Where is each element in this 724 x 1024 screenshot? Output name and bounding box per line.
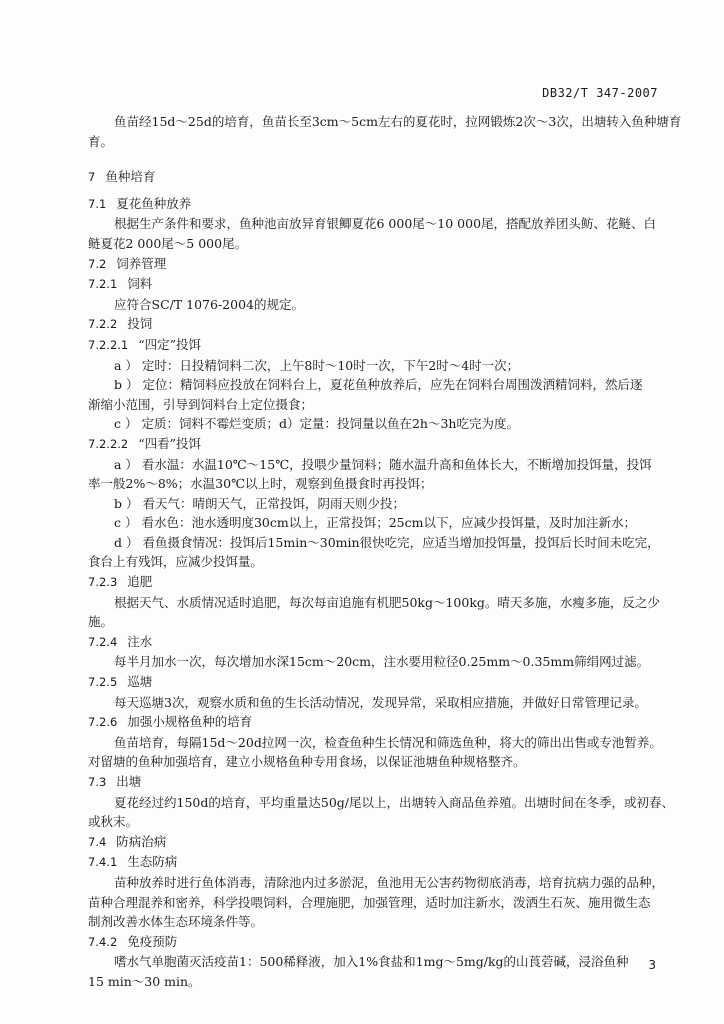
section-title: 夏花鱼种放养	[116, 195, 192, 211]
section-number: 7	[88, 170, 96, 185]
section-number: 7.4.2	[88, 934, 118, 949]
list-item: b ） 看天气：晴朗天气，正常投饵，阴雨天则少投；	[114, 495, 405, 511]
section-heading-7-2-5	[88, 672, 660, 693]
paragraph-line: 渐缩小范围，引导到饲料台上定位摄食；	[88, 396, 314, 412]
section-title: 生态防病	[127, 854, 178, 870]
paragraph-line: 或秋末。	[88, 814, 139, 830]
paragraph-line: 根据天气、水质情况适时追肥，每次每亩追施有机肥50kg～100kg。晴天多施，水瘦多施，反之少	[114, 594, 660, 610]
section-number: 7.2.5	[88, 675, 118, 690]
section-title: 免疫预防	[127, 933, 178, 949]
section-heading-7-1	[88, 194, 660, 215]
section-number: 7.4	[88, 834, 107, 849]
paragraph-line: 制剂改善水体生态环境条件等。	[88, 914, 264, 930]
paragraph-line: 每半月加水一次，每次增加水深15cm～20cm，注水要用粒径0.25mm～0.35mm筛绢网过滤。	[114, 654, 650, 670]
paragraph-line: 鲢夏花2 000尾～5 000尾。	[88, 235, 248, 251]
section-number: 7.1	[88, 196, 107, 211]
list-item: a ） 看水温：水温10℃～15℃，投喂少量饲料；随水温升高和鱼体长大，不断增加投饵量，投饵	[114, 456, 652, 472]
paragraph-line: 鱼苗培育，每隔15d～20d拉网一次，检查鱼种生长情况和筛选鱼种，将大的筛出出售或专池暂养。	[114, 734, 662, 750]
paragraph-line: 15 min～30 min。	[88, 973, 201, 989]
section-number: 7.2.3	[88, 575, 118, 590]
paragraph-line: 根据生产条件和要求，鱼种池亩放异育银鲫夏花6 000尾～10 000尾，搭配放养团头鲂、花鲢、白	[114, 216, 657, 232]
paragraph-line: 施。	[88, 614, 114, 630]
section-heading-7	[88, 167, 660, 188]
paragraph-line: 鱼苗经15d～25d的培育，鱼苗长至3cm～5cm左右的夏花时，拉网锻炼2次～3次，出塘转入鱼种塘育	[114, 114, 682, 129]
section-heading-7-2-1	[88, 274, 660, 295]
section-title: “四定”投饵	[138, 336, 202, 352]
paragraph-line: 率一般2%～8%；水温30℃以上时，观察到鱼摄食时再投饵；	[88, 476, 433, 492]
list-item: c ） 看水色：池水透明度30cm以上，正常投饵；25cm以下，应减少投饵量，及时加注新水；	[114, 515, 636, 531]
document-body	[88, 112, 682, 992]
section-title: 鱼种培育	[105, 169, 156, 185]
section-heading-7-2-6	[88, 712, 660, 733]
section-heading-7-2-2-1	[88, 335, 660, 356]
section-heading-7-2-2	[88, 314, 660, 335]
page-number: 3	[648, 958, 656, 972]
section-heading-7-2-4	[88, 632, 660, 653]
standard-code-header: DB32/T 347-2007	[542, 86, 658, 100]
section-title: 饲料	[127, 276, 153, 292]
section-number: 7.2.2.1	[88, 337, 129, 352]
paragraph-line: 嗜水气单胞菌灭活疫苗1：500稀释液，加入1%食盐和1mg～5mg/kg的山莨菪碱，浸浴鱼种	[114, 954, 629, 970]
paragraph-line: 食台上有残饵，应减少投饵量。	[88, 554, 264, 570]
section-number: 7.2.4	[88, 634, 118, 649]
paragraph-line: 苗种放养时进行鱼体消毒，清除池内过多淤泥，鱼池用无公害药物彻底消毒，培育抗病力强的品种，	[114, 874, 665, 890]
section-number: 7.2.6	[88, 715, 118, 730]
section-number: 7.2.1	[88, 277, 118, 292]
section-number: 7.2	[88, 256, 107, 271]
section-number: 7.4.1	[88, 855, 118, 870]
paragraph-line: 对留塘的鱼种加强培育，建立小规格鱼种专用食场，以保证池塘鱼种规格整齐。	[88, 754, 526, 770]
section-title: 注水	[127, 633, 153, 649]
section-heading-7-4	[88, 832, 660, 853]
section-title: 防病治病	[116, 833, 167, 849]
section-heading-7-2	[88, 254, 660, 275]
list-item: c ） 定质：饲料不霉烂变质；d）定量：投饲量以鱼在2h～3h吃完为度。	[114, 416, 519, 432]
paragraph-line: 每天巡塘3次，观察水质和鱼的生长活动情况，发现异常，采取相应措施，并做好日常管理记录。	[114, 694, 647, 710]
section-title: 出塘	[116, 774, 142, 789]
section-title: “四看”投饵	[138, 435, 202, 451]
list-item: a ） 定时：日投精饲料二次，上午8时～10时一次，下午2时～4时一次；	[114, 357, 520, 373]
section-heading-7-2-3	[88, 572, 660, 593]
section-title: 加强小规格鱼种的培育	[127, 714, 253, 730]
section-title: 投饲	[127, 316, 153, 332]
section-number: 7.2.2	[88, 317, 118, 332]
list-item: d ） 看鱼摄食情况：投饵后15min～30min很快吃完，应适当增加投饵量，投饵后长时间未吃完，	[114, 534, 660, 550]
section-heading-7-4-1	[88, 852, 660, 873]
section-heading-7-4-2	[88, 932, 660, 953]
paragraph-line: 育。	[88, 133, 114, 149]
section-heading-7-3	[88, 772, 660, 793]
section-number: 7.2.2.2	[88, 436, 129, 451]
paragraph-line: 应符合SC/T 1076-2004的规定。	[114, 296, 304, 312]
paragraph-line: 苗种合理混养和密养，科学投喂饲料，合理施肥，加强管理，适时加注新水，泼洒生石灰、施用微生态	[88, 894, 651, 910]
section-heading-7-2-2-2	[88, 434, 660, 455]
section-title: 追肥	[127, 574, 153, 590]
list-item: b ） 定位：精饲料应投放在饲料台上，夏花鱼种放养后，应先在饲料台周围泼洒精饲料，然后逐	[114, 377, 643, 393]
section-number: 7.3	[88, 775, 107, 789]
paragraph-line: 夏花经过约150d的培育，平均重量达50g/尾以上，出塘转入商品鱼养殖。出塘时间在冬季，或初春、	[114, 794, 674, 810]
section-title: 饲养管理	[116, 255, 167, 271]
section-title: 巡塘	[127, 674, 153, 690]
